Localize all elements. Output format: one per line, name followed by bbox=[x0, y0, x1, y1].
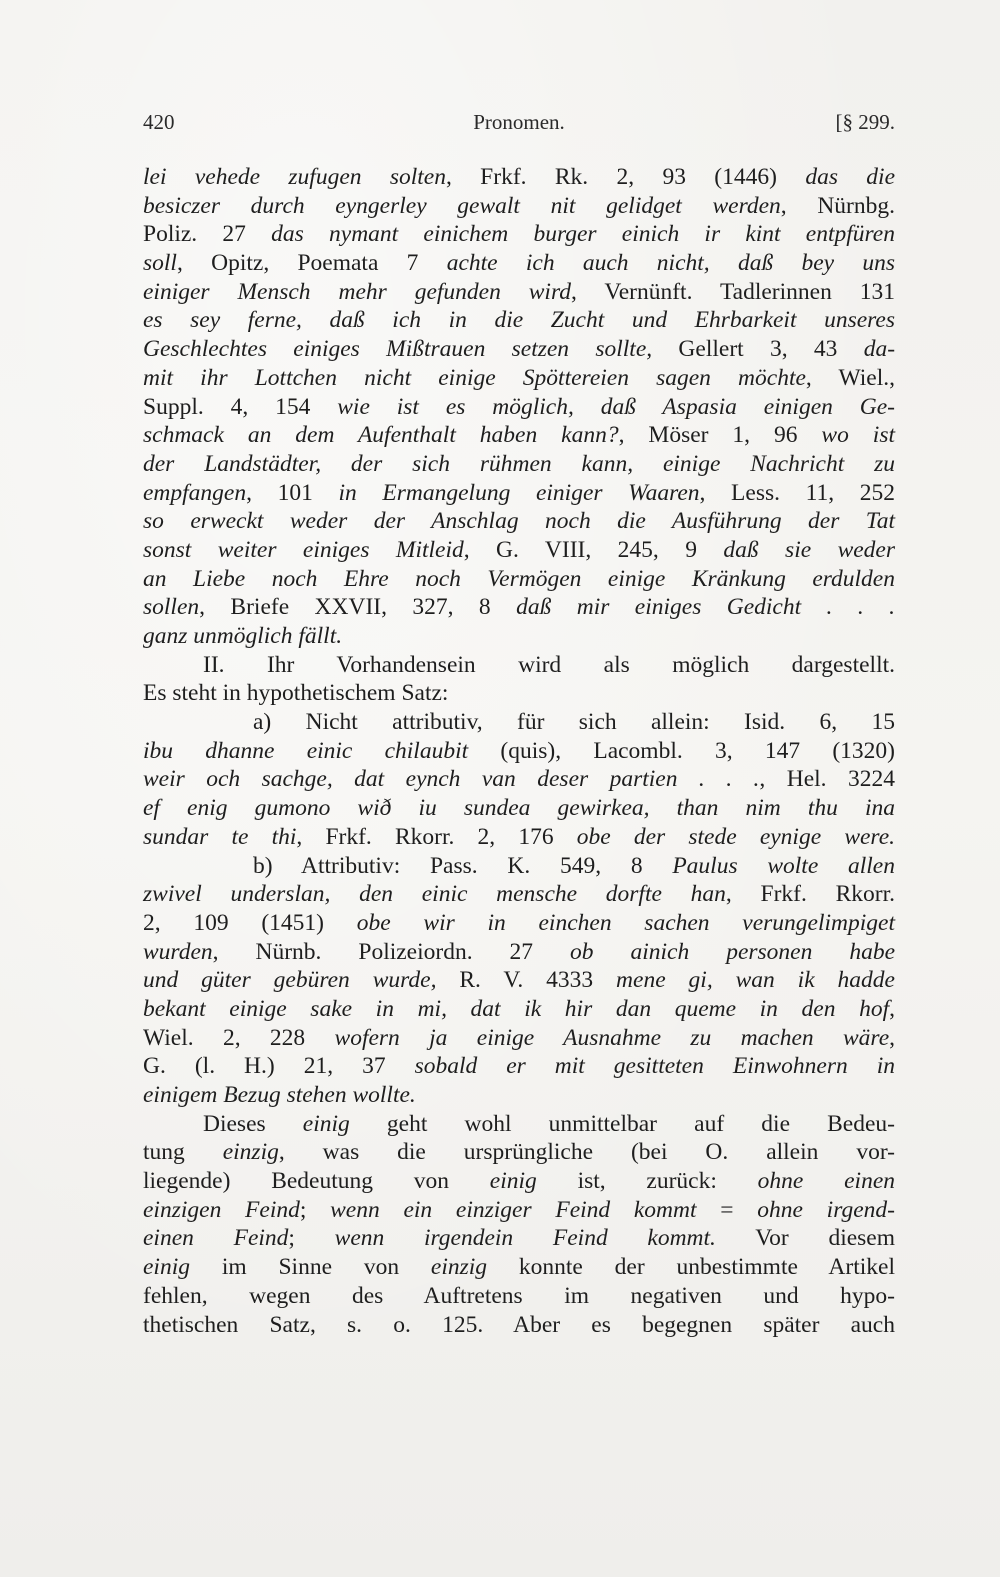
text-line bbox=[143, 938, 895, 967]
italic-quote-run: bekant einige sake in mi, dat ik hir dan queme in den hof bbox=[143, 995, 890, 1022]
roman-text-run: , 101 bbox=[246, 479, 339, 506]
text-line bbox=[143, 823, 895, 852]
italic-quote-run: ohne irgend- bbox=[757, 1196, 895, 1223]
italic-quote-run: wurden bbox=[143, 938, 213, 965]
italic-quote-run: sundar te thi bbox=[143, 823, 297, 850]
roman-text-run: , Frkf. Rk. 2, 93 (1446) bbox=[445, 164, 806, 190]
roman-text-run: II. Ihr Vorhandensein wird als möglich dargestellt. bbox=[203, 651, 895, 678]
text-line bbox=[143, 593, 895, 622]
italic-quote-run: sonst weiter einiges Mitleid bbox=[143, 536, 464, 563]
italic-quote-run: da- bbox=[863, 336, 896, 363]
italic-quote-run: ohne einen bbox=[757, 1168, 895, 1195]
roman-text-run: , Opitz, Poemata 7 bbox=[176, 250, 447, 277]
text-line bbox=[143, 765, 895, 794]
text-line bbox=[143, 1024, 895, 1053]
roman-text-run: b) Attributiv: Pass. K. 549, 8 bbox=[253, 852, 673, 879]
italic-quote-run: daß sie weder bbox=[723, 536, 896, 563]
text-line bbox=[143, 249, 895, 278]
text-line bbox=[143, 852, 895, 881]
italic-quote-run: Paulus wolte allen bbox=[672, 852, 895, 879]
roman-text-run: Gellert 3, 43 bbox=[652, 336, 864, 363]
italic-quote-run: wofern ja einige Ausnahme zu machen wäre bbox=[334, 1024, 890, 1051]
italic-quote-run: einig bbox=[302, 1110, 350, 1137]
roman-text-run: , was die ursprüngliche (bei O. allein vor- bbox=[278, 1139, 896, 1166]
italic-quote-run: an Liebe noch Ehre noch Vermögen einige Kränkung erdulden bbox=[143, 565, 895, 592]
roman-text-run: , Möser 1, 96 bbox=[618, 422, 822, 449]
running-head bbox=[143, 110, 895, 140]
roman-text-run: 2, 109 (1451) bbox=[143, 909, 357, 936]
roman-text-run: = bbox=[696, 1196, 758, 1223]
text-line bbox=[143, 679, 895, 708]
italic-quote-run: einzigen Feind bbox=[143, 1196, 300, 1223]
italic-quote-run: obe wir in einchen sachen verungelimpiget bbox=[356, 909, 895, 936]
italic-quote-run: mit ihr Lottchen nicht einige Spöttereien sagen möchte bbox=[143, 364, 806, 391]
text-line bbox=[143, 1167, 895, 1196]
italic-quote-run: einen Feind bbox=[143, 1225, 289, 1252]
text-line bbox=[143, 1110, 895, 1139]
roman-text-run: ; bbox=[299, 1196, 331, 1223]
italic-quote-run: so erweckt weder der Anschlag noch die Ausführung der Tat bbox=[143, 508, 895, 535]
roman-text-run: R. V. 4333 bbox=[436, 967, 617, 994]
text-line bbox=[143, 163, 895, 192]
text-line bbox=[143, 622, 895, 651]
text-line bbox=[143, 1282, 895, 1311]
italic-quote-run: besiczer durch eyngerley gewalt nit gelidget werden bbox=[143, 192, 781, 219]
roman-text-run: liegende) Bedeutung von bbox=[143, 1168, 490, 1195]
text-line bbox=[143, 651, 895, 680]
italic-quote-run: mene gi, wan ik hadde bbox=[616, 967, 895, 994]
roman-text-run: fehlen, wegen des Auftretens im negativen und hypo- bbox=[143, 1282, 895, 1309]
page-number: 420 bbox=[143, 110, 175, 134]
section-marker: [§ 299. bbox=[835, 110, 895, 134]
roman-text-run: Poliz. 27 bbox=[143, 221, 272, 248]
roman-text-run: Dieses bbox=[203, 1110, 303, 1137]
text-line bbox=[143, 565, 895, 594]
italic-quote-run: daß mir einiges Gedicht . . . bbox=[516, 594, 895, 621]
text-line bbox=[143, 450, 895, 479]
italic-quote-run: der Landstädter, der sich rühmen kann, einige Nachricht zu bbox=[143, 450, 895, 477]
text-line bbox=[143, 794, 895, 823]
text-line bbox=[143, 393, 895, 422]
text-line bbox=[143, 1224, 895, 1253]
roman-text-run: a) Nicht attributiv, für sich allein: Isid. 6, 15 bbox=[253, 709, 895, 736]
text-line bbox=[143, 306, 895, 335]
roman-text-run: thetischen Satz, s. o. 125. Aber es begegnen später auch bbox=[143, 1311, 895, 1338]
roman-text-run: ist, zurück: bbox=[536, 1168, 758, 1195]
text-line bbox=[143, 1138, 895, 1167]
roman-text-run: , bbox=[889, 995, 895, 1022]
text-line bbox=[143, 1311, 895, 1340]
roman-text-run: G. (l. H.) 21, 37 bbox=[143, 1053, 415, 1080]
text-line bbox=[143, 536, 895, 565]
italic-quote-run: ganz unmöglich fällt. bbox=[143, 623, 343, 649]
italic-quote-run: wenn irgendein Feind kommt. bbox=[334, 1225, 716, 1252]
roman-text-run: , bbox=[889, 1024, 896, 1051]
text-line bbox=[143, 1253, 895, 1282]
italic-quote-run: ob ainich personen habe bbox=[570, 938, 896, 965]
running-title: Pronomen. bbox=[473, 110, 565, 134]
roman-text-run: , Nürnb. Polizeiordn. 27 bbox=[212, 938, 571, 965]
italic-quote-run: wenn ein einziger Feind kommt bbox=[330, 1196, 697, 1223]
text-line bbox=[143, 507, 895, 536]
italic-quote-run: sollen bbox=[143, 594, 200, 621]
roman-text-run: , Less. 11, 252 bbox=[699, 479, 895, 506]
italic-quote-run: sobald er mit gesitteten Einwohnern in bbox=[414, 1053, 895, 1080]
text-line bbox=[143, 708, 895, 737]
italic-quote-run: weir och sachge, dat eynch van deser partien . . . bbox=[143, 766, 760, 793]
text-line bbox=[143, 479, 895, 508]
roman-text-run: Es steht in hypothetischem Satz: bbox=[143, 680, 449, 707]
roman-text-run: , Frkf. Rkorr. 2, 176 bbox=[296, 823, 577, 850]
text-line bbox=[143, 737, 895, 766]
roman-text-run: , Hel. 3224 bbox=[759, 766, 895, 793]
italic-quote-run: einig bbox=[143, 1254, 190, 1281]
italic-quote-run: ibu dhanne einic chilaubit bbox=[143, 737, 469, 764]
italic-quote-run: zwivel underslan, den einic mensche dorfte han bbox=[143, 881, 726, 908]
text-line bbox=[143, 995, 895, 1024]
italic-quote-run: einzig bbox=[222, 1139, 279, 1166]
text-line bbox=[143, 1081, 895, 1110]
roman-text-run: Suppl. 4, 154 bbox=[143, 393, 338, 420]
italic-quote-run: einzig bbox=[430, 1254, 488, 1281]
roman-text-run: , Briefe XXVII, 327, 8 bbox=[199, 594, 517, 621]
italic-quote-run: soll bbox=[143, 250, 177, 277]
roman-text-run: , G. VIII, 245, 9 bbox=[463, 536, 724, 563]
roman-text-run: , Wiel., bbox=[805, 364, 895, 391]
roman-text-run: , Vernünft. Tadlerinnen 131 bbox=[570, 278, 895, 305]
text-line bbox=[143, 335, 895, 364]
text-line bbox=[143, 192, 895, 221]
roman-text-run: im Sinne von bbox=[190, 1254, 431, 1281]
italic-quote-run: obe der stede eynige were. bbox=[576, 823, 895, 850]
text-line bbox=[143, 364, 895, 393]
body-text bbox=[143, 163, 895, 1339]
italic-quote-run: achte ich auch nicht, daß bey uns bbox=[446, 250, 895, 277]
text-line bbox=[143, 909, 895, 938]
roman-text-run: , Frkf. Rkorr. bbox=[725, 881, 895, 908]
text-line bbox=[143, 421, 895, 450]
italic-quote-run: das die bbox=[805, 164, 896, 190]
text-line bbox=[143, 278, 895, 307]
italic-quote-run: einig bbox=[489, 1168, 537, 1195]
italic-quote-run: und güter gebüren wurde, bbox=[143, 967, 437, 994]
italic-quote-run: einigem Bezug stehen wollte. bbox=[143, 1082, 416, 1108]
italic-quote-run: es sey ferne, daß ich in die Zucht und Ehrbarkeit unseres bbox=[143, 307, 895, 334]
text-line bbox=[143, 1196, 895, 1225]
roman-text-run: geht wohl unmittelbar auf die Bedeu- bbox=[349, 1110, 895, 1137]
italic-quote-run: ef enig gumono wið iu sundea gewirkea, than nim thu ina bbox=[143, 795, 895, 822]
roman-text-run: tung bbox=[143, 1139, 223, 1166]
italic-quote-run: wie ist es möglich, daß Aspasia einigen Ge- bbox=[337, 393, 895, 420]
italic-quote-run: das nymant einichem burger einich ir kint entpfüren bbox=[271, 221, 895, 248]
italic-quote-run: lei vehede zufugen solten bbox=[143, 164, 446, 190]
roman-text-run: , Nürnbg. bbox=[780, 192, 895, 219]
italic-quote-run: Geschlechtes einiges Mißtrauen setzen sollte, bbox=[143, 336, 653, 363]
roman-text-run: ; bbox=[288, 1225, 335, 1252]
roman-text-run: Wiel. 2, 228 bbox=[143, 1024, 335, 1051]
text-line bbox=[143, 880, 895, 909]
text-line bbox=[143, 966, 895, 995]
text-line bbox=[143, 220, 895, 249]
roman-text-run: konnte der unbestimmte Artikel bbox=[487, 1254, 895, 1281]
roman-text-run: (quis), Lacombl. 3, 147 (1320) bbox=[468, 737, 895, 764]
text-line bbox=[143, 1052, 895, 1081]
italic-quote-run: in Ermangelung einiger Waaren bbox=[338, 479, 700, 506]
roman-text-run: Vor diesem bbox=[715, 1225, 896, 1252]
italic-quote-run: wo ist bbox=[821, 422, 895, 449]
italic-quote-run: empfangen bbox=[143, 479, 247, 506]
italic-quote-run: schmack an dem Aufenthalt haben kann? bbox=[143, 422, 619, 449]
italic-quote-run: einiger Mensch mehr gefunden wird bbox=[143, 278, 571, 305]
